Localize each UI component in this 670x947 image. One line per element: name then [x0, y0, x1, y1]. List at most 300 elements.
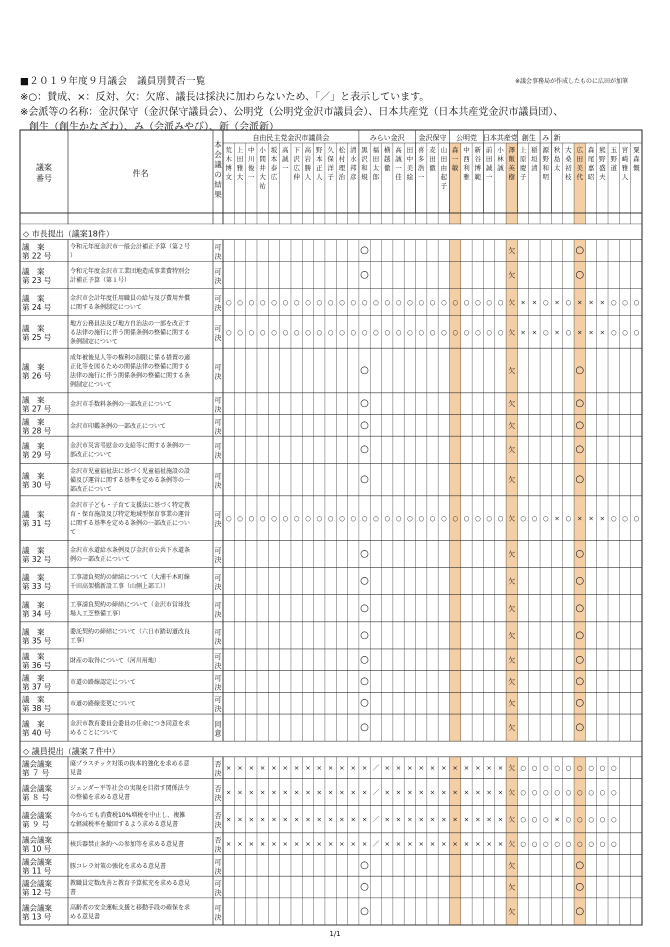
- member-name: 野: [542, 155, 549, 163]
- member-name: 一: [248, 173, 255, 181]
- member-name: 起: [440, 173, 448, 181]
- vote-symbol: ×: [271, 840, 277, 849]
- vote-symbol: ○: [225, 514, 232, 523]
- vote-symbol: ×: [576, 298, 583, 307]
- vote-symbol: ×: [259, 764, 266, 773]
- vote-symbol: ○: [575, 548, 585, 560]
- member-name: 源: [542, 146, 549, 154]
- bill-result: 可: [214, 674, 222, 683]
- member-name: 広: [293, 164, 300, 172]
- member-name: 沢: [361, 155, 368, 163]
- vote-symbol: ×: [395, 788, 402, 797]
- vote-symbol: ×: [339, 815, 345, 824]
- member-name: 本: [270, 155, 278, 163]
- bill-result: 決: [214, 333, 222, 342]
- vote-symbol: ×: [316, 764, 322, 773]
- vote-symbol: ○: [316, 298, 323, 307]
- bill-number: 第 ９ 号: [22, 820, 50, 830]
- member-name: 垣: [531, 155, 538, 163]
- member-name: 澤: [508, 146, 516, 154]
- page-number: 1/1: [329, 930, 341, 938]
- member-name: 西: [463, 155, 470, 163]
- member-name: 誠: [282, 155, 289, 163]
- vote-symbol: ○: [360, 722, 369, 734]
- vote-symbol: ×: [599, 328, 606, 337]
- vote-symbol: ○: [237, 514, 243, 523]
- vote-symbol: ○: [542, 764, 549, 773]
- bill-number: 議 案: [22, 294, 45, 304]
- vote-symbol: ×: [441, 764, 447, 773]
- vote-symbol: ○: [327, 298, 334, 307]
- vote-symbol: ○: [633, 328, 640, 337]
- vote-symbol: ×: [327, 764, 334, 773]
- vote-symbol: ○: [622, 514, 628, 523]
- member-name: 島: [553, 155, 561, 163]
- member-name: 子: [519, 173, 527, 181]
- bill-number: 第 35 号: [22, 636, 52, 646]
- vote-symbol: ○: [520, 788, 526, 797]
- bill-number: 第 36 号: [22, 660, 52, 670]
- member-name: 山: [440, 146, 448, 154]
- bill-title: る法律の施行に伴う関係条例の整備に関する: [70, 329, 191, 337]
- vote-symbol: ×: [271, 764, 277, 773]
- vote-symbol: ○: [610, 328, 617, 337]
- vote-symbol: ○: [305, 514, 311, 523]
- member-name: 慨: [633, 164, 640, 172]
- member-name: 高: [282, 146, 289, 154]
- member-name: 田: [429, 155, 436, 163]
- vote-symbol: ×: [475, 815, 481, 824]
- vote-symbol: ×: [248, 840, 255, 849]
- vote-symbol: ×: [463, 840, 470, 849]
- col-name-header: 件名: [132, 169, 149, 178]
- vote-symbol: ○: [360, 548, 369, 560]
- vote-symbol: ○: [575, 905, 585, 917]
- bill-number: 議会議案: [22, 903, 52, 913]
- bill-result: 可: [214, 396, 222, 405]
- member-name: 木: [225, 155, 232, 163]
- vote-symbol: ×: [452, 815, 458, 824]
- vote-symbol: ○: [440, 514, 447, 523]
- vote-symbol: 欠: [508, 764, 516, 773]
- vote-symbol: ○: [407, 298, 413, 307]
- vote-symbol: ○: [575, 722, 585, 734]
- vote-symbol: ○: [360, 881, 369, 893]
- bill-result: 決: [214, 889, 222, 898]
- vote-symbol: ○: [565, 764, 572, 773]
- highlight-column: [449, 143, 460, 925]
- col-bill-header: 番号: [36, 174, 52, 183]
- vote-symbol: ○: [293, 298, 300, 307]
- vote-symbol: ×: [248, 815, 255, 824]
- vote-symbol: ×: [497, 840, 504, 849]
- bill-number: 第 11 号: [22, 866, 52, 876]
- vote-symbol: ○: [554, 764, 560, 773]
- vote-symbol: 欠: [508, 815, 516, 824]
- vote-symbol: ○: [486, 328, 492, 337]
- vote-symbol: ×: [225, 840, 232, 849]
- vote-symbol: ○: [554, 840, 560, 849]
- vote-symbol: ×: [327, 840, 334, 849]
- vote-symbol: ○: [360, 629, 369, 641]
- member-name: 敏: [451, 164, 459, 172]
- bill-number: 第 29 号: [22, 450, 52, 460]
- member-name: 中: [406, 155, 414, 163]
- bill-title: 豚コレラ対策の強化を求める意見書: [70, 862, 167, 870]
- vote-symbol: ×: [237, 840, 243, 849]
- bill-title: 例制定について: [70, 381, 112, 389]
- bill-number: 第 28 号: [22, 426, 52, 436]
- member-name: 明: [542, 173, 549, 181]
- member-name: 新: [474, 146, 482, 154]
- bill-title: 見書: [70, 769, 83, 777]
- vote-symbol: ×: [361, 764, 368, 773]
- vote-symbol: ×: [463, 764, 470, 773]
- faction-header: 日本共産党: [482, 134, 518, 142]
- member-name: 一: [282, 164, 289, 172]
- member-name: 田: [576, 155, 583, 163]
- vote-symbol: ×: [384, 764, 390, 773]
- faction-header: 新: [553, 134, 561, 142]
- bill-title: 書: [70, 889, 77, 897]
- member-name: 大: [236, 173, 244, 181]
- vote-symbol: ×: [588, 514, 594, 523]
- member-name: 誠: [485, 164, 493, 172]
- vote-symbol: ×: [350, 840, 356, 849]
- vote-symbol: ×: [418, 815, 424, 824]
- vote-symbol: ○: [486, 298, 492, 307]
- vote-symbol: ×: [395, 840, 402, 849]
- bill-title: 金沢市児童福祉法に基づく児童福祉施設の設: [70, 468, 191, 476]
- col-result-header: 本: [214, 140, 222, 149]
- bill-title: 育・保育施設及び特定地域型保育事業の運営: [70, 511, 191, 519]
- vote-symbol: ×: [452, 788, 458, 797]
- vote-symbol: ○: [316, 328, 323, 337]
- vote-symbol: ○: [622, 328, 628, 337]
- bill-result: 決: [214, 520, 222, 529]
- vote-symbol: ○: [575, 654, 585, 666]
- bill-number: 第 38 号: [22, 704, 52, 714]
- member-name: 水: [349, 155, 357, 163]
- vote-symbol: ○: [407, 514, 413, 523]
- vote-symbol: ○: [610, 840, 617, 849]
- vote-symbol: ○: [610, 514, 617, 523]
- vote-symbol: ○: [339, 328, 345, 337]
- vote-symbol: ×: [316, 788, 322, 797]
- member-name: 高: [304, 146, 312, 154]
- member-name: 井: [259, 164, 266, 172]
- vote-symbol: ○: [497, 298, 504, 307]
- bill-result: 可: [214, 547, 222, 556]
- member-name: 中: [248, 146, 255, 154]
- member-name: 清: [349, 146, 357, 154]
- vote-symbol: 欠: [508, 656, 516, 665]
- bill-result: 決: [214, 451, 222, 460]
- bill-title: 金沢市教育委員会委員の任命につき同意を求: [70, 720, 190, 728]
- bill-title: 計補正予算（第１号）: [70, 276, 131, 284]
- bill-result: 否: [214, 760, 222, 769]
- vote-symbol: ○: [520, 815, 526, 824]
- vote-symbol: 欠: [508, 861, 516, 870]
- bill-title: 高齢者の安全運転支援と移動手段の確保を求: [70, 904, 191, 912]
- vote-symbol: ○: [531, 788, 538, 797]
- member-name: 博: [474, 164, 482, 172]
- vote-symbol: ○: [237, 298, 243, 307]
- vote-symbol: ○: [542, 815, 549, 824]
- vote-symbol: ○: [282, 298, 289, 307]
- vote-symbol: ○: [327, 328, 334, 337]
- vote-symbol: ○: [542, 298, 549, 307]
- bill-result: 決: [214, 661, 222, 670]
- bill-number: 議 案: [22, 719, 45, 729]
- bill-result: 否: [214, 812, 222, 821]
- bill-result: 同: [214, 720, 222, 729]
- member-name: 和: [361, 164, 368, 172]
- vote-symbol: 欠: [508, 514, 516, 523]
- vote-symbol: ×: [452, 764, 458, 773]
- vote-symbol: ／: [372, 840, 380, 849]
- bill-number: 議 案: [22, 600, 45, 610]
- vote-symbol: ○: [350, 328, 357, 337]
- vote-symbol: ○: [575, 269, 585, 281]
- vote-symbol: ×: [475, 764, 481, 773]
- vote-symbol: ○: [373, 328, 379, 337]
- vote-symbol: ○: [599, 788, 606, 797]
- vote-symbol: ○: [520, 840, 526, 849]
- vote-symbol: ×: [237, 815, 243, 824]
- vote-symbol: ○: [599, 764, 606, 773]
- member-name: 美: [576, 164, 583, 172]
- vote-symbol: ○: [259, 298, 266, 307]
- member-name: 秋: [553, 146, 561, 154]
- bill-number: 議会議案: [22, 784, 52, 794]
- member-name: 清: [531, 164, 538, 172]
- faction-header: み: [542, 134, 550, 142]
- member-name: 宮: [621, 146, 629, 154]
- bill-title: に関する基準を定める条例の一部改正につい: [70, 520, 190, 528]
- bill-result: 決: [214, 683, 222, 692]
- member-name: 黒: [361, 146, 368, 154]
- vote-symbol: ×: [520, 328, 526, 337]
- member-name: 越: [383, 155, 391, 163]
- highlight-column: [574, 143, 585, 925]
- vote-symbol: ○: [575, 444, 585, 456]
- vote-symbol: 欠: [508, 699, 516, 708]
- vote-symbol: ○: [360, 398, 369, 410]
- faction-header: 創生: [521, 134, 536, 142]
- member-name: 高: [395, 146, 402, 154]
- bill-result: 可: [214, 442, 222, 451]
- member-name: 尾: [587, 155, 595, 163]
- member-name: 玉: [610, 146, 617, 154]
- vote-symbol: ○: [225, 328, 232, 337]
- vote-symbol: ○: [360, 364, 369, 376]
- member-name: 雅: [621, 164, 629, 172]
- vote-symbol: 欠: [508, 421, 516, 430]
- vote-symbol: ○: [360, 697, 369, 709]
- section-header: ◇ 議員提出（議案７件中）: [23, 746, 120, 756]
- bill-title: 教職員定数改善と教育予算拡充を求める意見: [70, 880, 191, 888]
- member-name: 邦: [349, 164, 357, 172]
- member-name: 道: [610, 164, 617, 172]
- vote-symbol: 欠: [508, 883, 516, 892]
- bill-title: 工事）: [70, 637, 89, 645]
- member-name: 樹: [508, 173, 516, 181]
- vote-symbol: ○: [599, 815, 606, 824]
- highlight-column: [506, 143, 517, 925]
- vote-symbol: ×: [384, 788, 390, 797]
- bill-result: 可: [214, 243, 222, 252]
- vote-symbol: 欠: [508, 840, 516, 849]
- member-name: 規: [361, 173, 368, 181]
- member-name: 洋: [327, 164, 334, 172]
- bill-result: 決: [214, 252, 222, 261]
- vote-symbol: ○: [531, 514, 538, 523]
- vote-symbol: ○: [531, 815, 538, 824]
- bill-title: 今からでも消費税10%増税を中止し、複雑: [70, 812, 186, 820]
- vote-symbol: ○: [622, 298, 628, 307]
- vote-symbol: ○: [576, 840, 583, 849]
- bill-title: 市道の路線認定について: [70, 678, 136, 686]
- vote-symbol: ×: [497, 815, 504, 824]
- member-name: 一: [451, 155, 459, 163]
- vote-symbol: ○: [575, 398, 585, 410]
- vote-symbol: ×: [418, 788, 424, 797]
- vote-symbol: ○: [248, 298, 255, 307]
- vote-symbol: 欠: [508, 476, 516, 485]
- vote-symbol: ×: [441, 815, 447, 824]
- vote-symbol: ○: [373, 298, 379, 307]
- vote-symbol: ○: [588, 764, 594, 773]
- vote-symbol: 欠: [508, 631, 516, 640]
- vote-symbol: ○: [565, 840, 572, 849]
- vote-symbol: ×: [339, 788, 345, 797]
- vote-symbol: ×: [418, 840, 424, 849]
- vote-symbol: ×: [361, 815, 368, 824]
- vote-symbol: 欠: [508, 298, 516, 307]
- col-result-header: 結: [214, 180, 222, 189]
- bill-number: 第 13 号: [22, 912, 52, 922]
- vote-symbol: ○: [361, 298, 368, 307]
- bill-number: 議 案: [22, 362, 45, 372]
- vote-symbol: ○: [360, 654, 369, 666]
- vote-symbol: ×: [429, 788, 436, 797]
- vote-symbol: ○: [474, 328, 481, 337]
- vote-symbol: ○: [520, 514, 526, 523]
- member-name: 多: [417, 155, 425, 163]
- vote-symbol: ○: [474, 298, 481, 307]
- bill-title: 金沢市子ども・子育て支援法に基づく特定教: [70, 502, 191, 510]
- vote-symbol: ○: [610, 298, 617, 307]
- member-name: 誠: [497, 164, 504, 172]
- vote-symbol: ×: [305, 815, 311, 824]
- bill-result: 可: [214, 880, 222, 889]
- legend-line: ※○：賛成、×：反対、欠：欠席、議長は採決に加わらないため、「／」と表示しています。: [20, 92, 430, 103]
- vote-symbol: ○: [565, 514, 572, 523]
- bill-result: 決: [214, 276, 222, 285]
- bill-result: 可: [214, 511, 222, 520]
- vote-symbol: ○: [395, 514, 402, 523]
- vote-symbol: ×: [576, 328, 583, 337]
- section-header: ◇ 市長提出（議案18件）: [23, 229, 114, 239]
- vote-symbol: ×: [588, 328, 594, 337]
- vote-symbol: ×: [282, 788, 289, 797]
- vote-symbol: ×: [486, 840, 492, 849]
- member-name: 盛: [599, 164, 606, 172]
- bill-title: 法律の施行に伴う関係条例の整備に関する条: [70, 372, 191, 380]
- vote-symbol: 欠: [508, 400, 516, 409]
- bill-title: 財産の取得について（河川用地）: [70, 657, 160, 665]
- vote-symbol: ○: [373, 514, 379, 523]
- member-name: 初: [565, 164, 572, 172]
- col-result-header: 議: [214, 160, 222, 169]
- member-name: 野: [610, 155, 617, 163]
- bill-result: 否: [214, 836, 222, 845]
- faction-header: 公明党: [455, 134, 477, 142]
- bill-result: 決: [214, 867, 222, 876]
- member-name: 小: [497, 146, 504, 154]
- member-name: 上: [236, 146, 244, 154]
- vote-symbol: ○: [575, 602, 585, 614]
- bill-number: 議会議案: [22, 835, 52, 845]
- member-name: 崎: [621, 155, 629, 163]
- member-name: 熊: [599, 146, 606, 154]
- bill-result: 可: [214, 858, 222, 867]
- member-name: 範: [474, 173, 482, 181]
- vote-symbol: ×: [407, 764, 413, 773]
- vote-symbol: ○: [360, 859, 369, 871]
- bill-result: 決: [214, 583, 222, 592]
- vote-symbol: ○: [576, 764, 583, 773]
- member-name: 野: [316, 146, 323, 154]
- vote-symbol: ○: [588, 815, 594, 824]
- factions-line-1: ※会派等の名称：金沢保守（金沢保守議員会）、公明党（公明党金沢市議員会）、日本共産党（日本共産党金沢市議員団）、: [20, 107, 564, 118]
- vote-symbol: ×: [395, 764, 402, 773]
- member-name: 田: [372, 155, 380, 163]
- vote-symbol: ○: [575, 575, 585, 587]
- faction-header: みらい金沢: [369, 134, 405, 142]
- vote-symbol: ×: [293, 815, 300, 824]
- member-name: 一: [485, 173, 493, 181]
- vote-symbol: ×: [361, 788, 368, 797]
- vote-symbol: ○: [271, 328, 277, 337]
- vote-symbol: ○: [463, 514, 470, 523]
- vote-symbol: ○: [418, 298, 425, 307]
- vote-symbol: ×: [554, 328, 560, 337]
- member-name: 雅: [236, 164, 244, 172]
- bill-title: 金沢市手数料条例の一部改正について: [70, 401, 172, 409]
- member-name: 慶: [519, 164, 527, 172]
- vote-symbol: ×: [225, 788, 232, 797]
- member-name: 浩: [417, 164, 425, 172]
- vote-symbol: ○: [542, 788, 549, 797]
- vote-symbol: ×: [259, 840, 266, 849]
- vote-symbol: ×: [259, 815, 266, 824]
- vote-symbol: ×: [350, 815, 356, 824]
- vote-symbol: ○: [384, 328, 391, 337]
- member-name: 田: [236, 155, 244, 163]
- member-name: 俊: [248, 164, 255, 172]
- vote-symbol: ×: [237, 788, 243, 797]
- vote-symbol: ×: [429, 764, 436, 773]
- member-name: 徹: [383, 164, 391, 172]
- bill-title: 正化等を図るための関係法律の整備に関する: [70, 363, 191, 371]
- col-result-header: 果: [214, 190, 222, 199]
- vote-symbol: ○: [633, 298, 640, 307]
- member-name: 人: [621, 173, 629, 181]
- vote-symbol: ○: [339, 298, 345, 307]
- member-name: 喜: [417, 146, 425, 154]
